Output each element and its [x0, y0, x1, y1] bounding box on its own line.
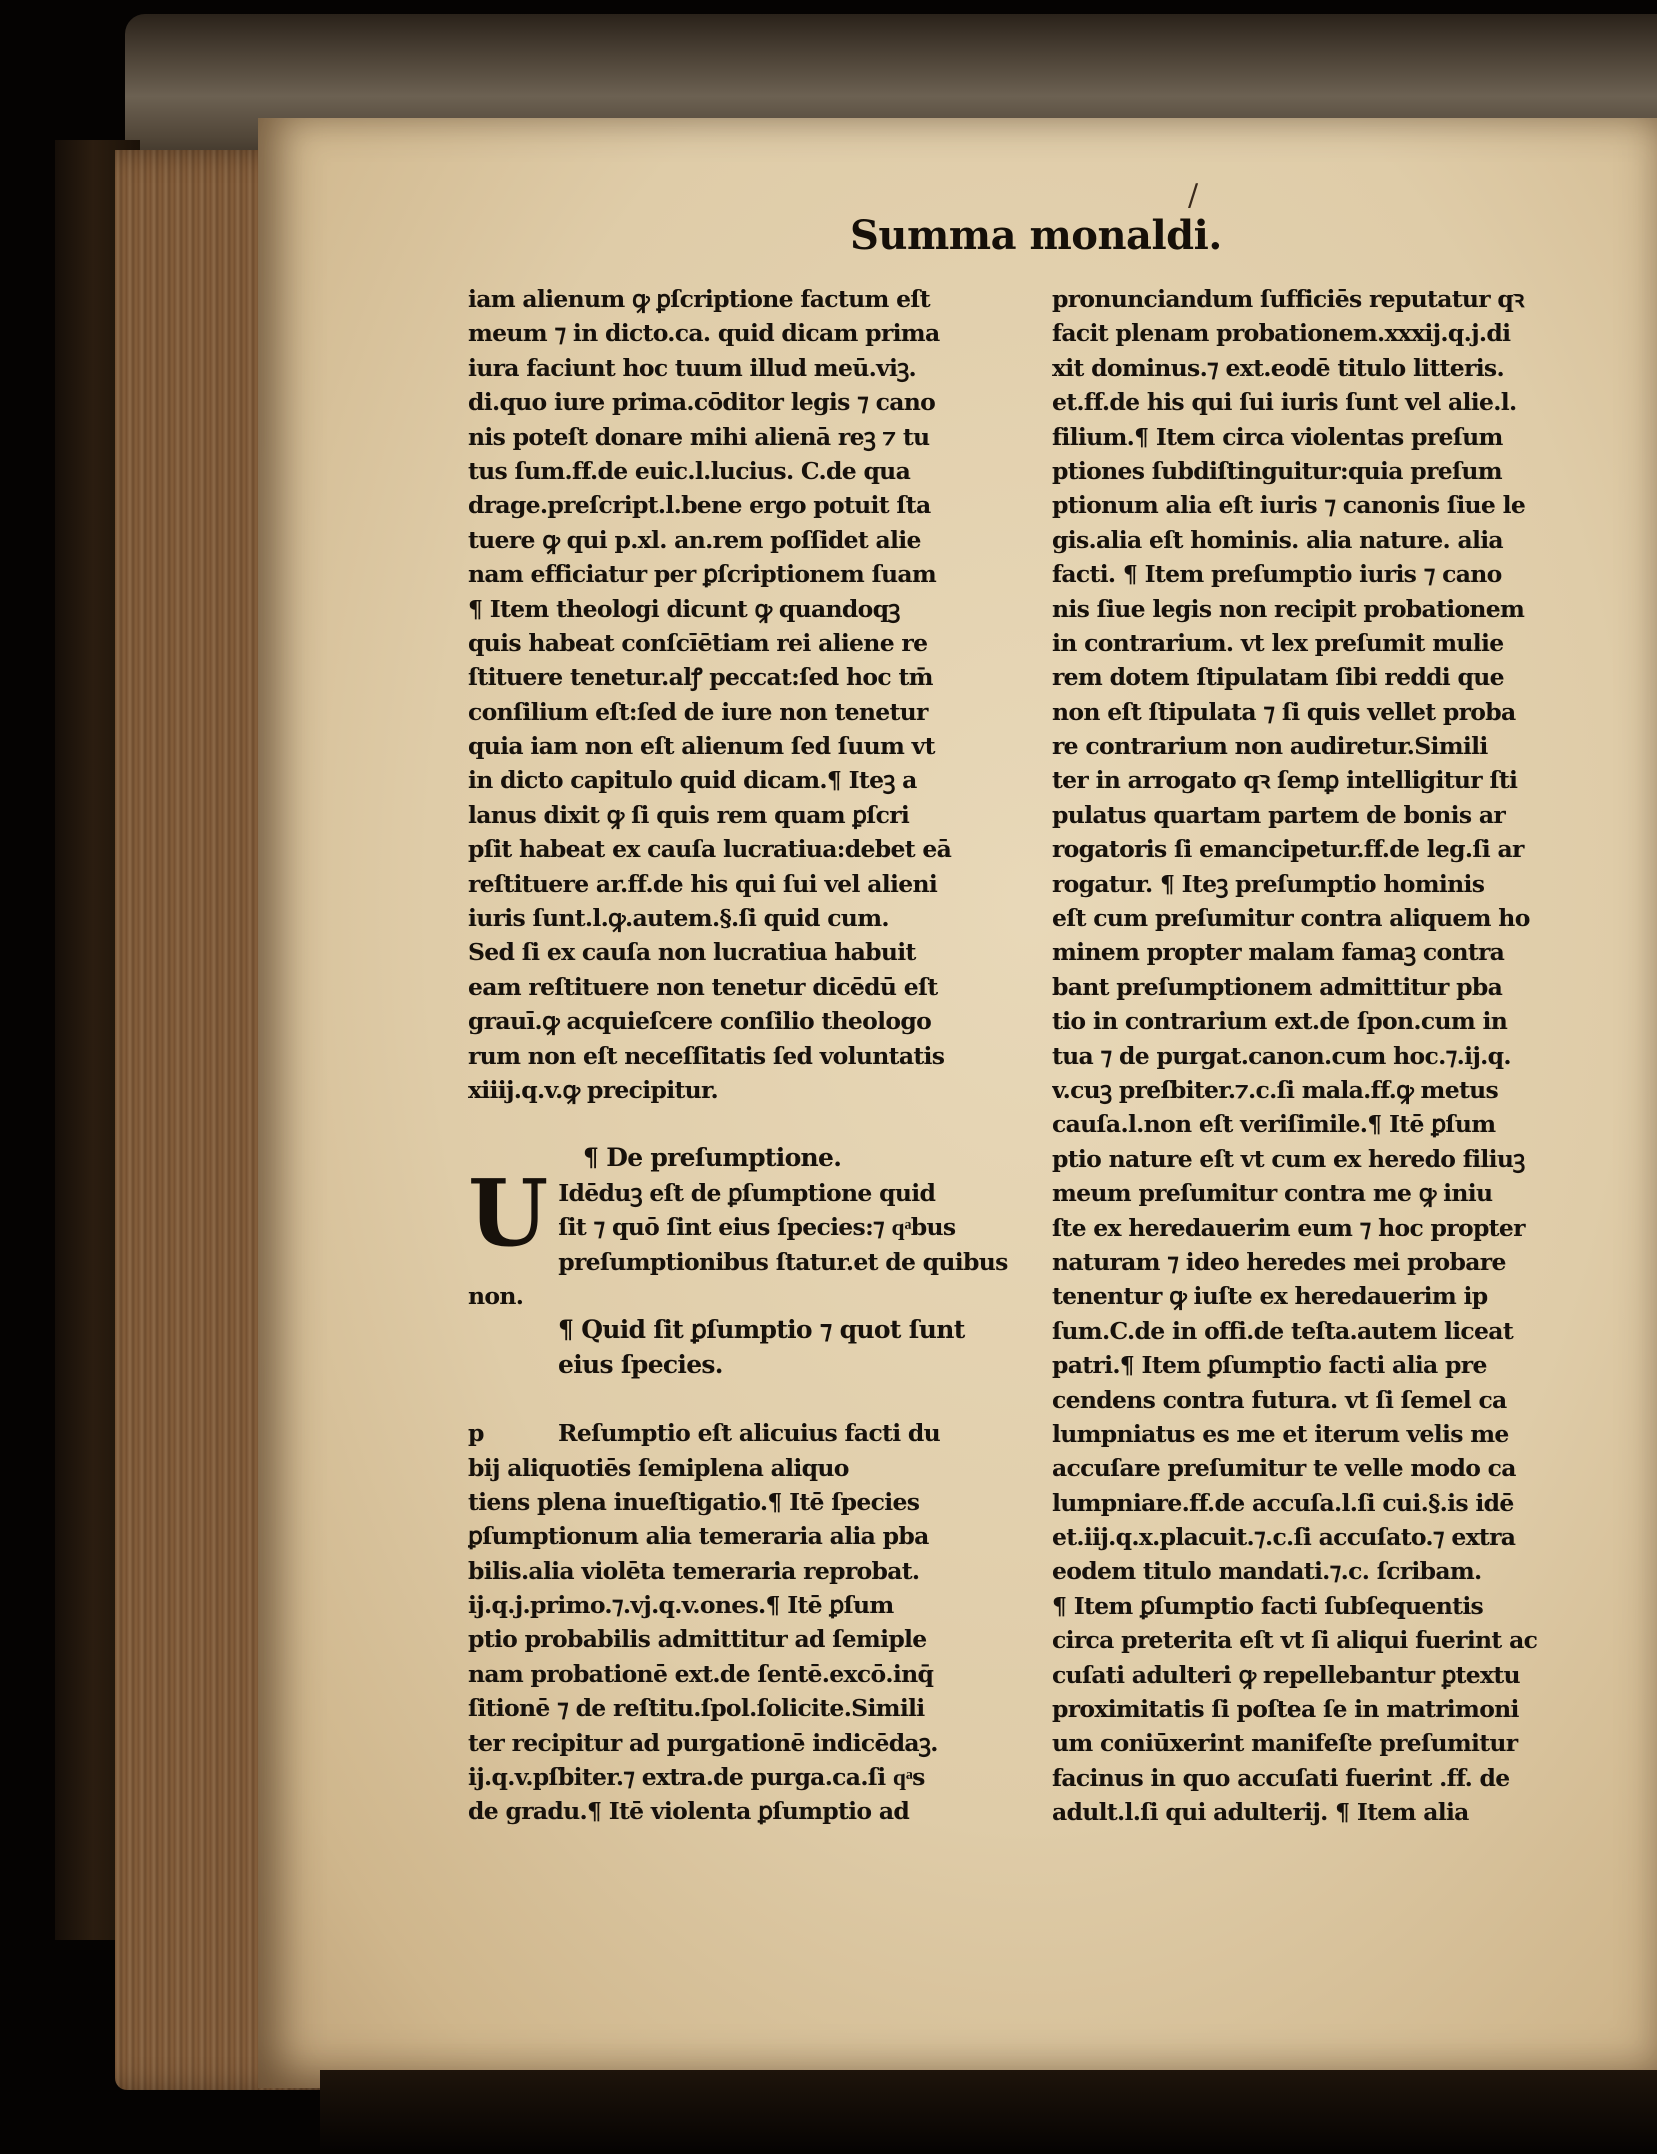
- text-line: adult.l.ſi qui adulterij. ¶ Item alia: [1052, 1798, 1469, 1827]
- text-line: ſtituere tenetur.alꝭ peccat:ſed hoc tm̄: [468, 663, 933, 692]
- text-line: facit plenam probationem.xxxij.q.j.di: [1052, 319, 1511, 348]
- text-line: ꝑſumptionum alia temeraria alia pba: [468, 1522, 929, 1551]
- text-line: iuris ſunt.l.ꝙ.autem.§.ſi quid cum.: [468, 904, 889, 933]
- text-line: patri.¶ Item ꝑſumptio facti alia pre: [1052, 1351, 1487, 1380]
- text-line: quis habeat conſcīētiam rei aliene re: [468, 628, 928, 657]
- text-line: xit dominus.⁊ ext.eodē titulo litteris.: [1052, 353, 1504, 382]
- text-line: nam probationē ext.de ſentē.excō.inq̄: [468, 1659, 934, 1688]
- text-line: de gradu.¶ Itē violenta ꝑſumptio ad: [468, 1797, 910, 1826]
- text-line: et.iij.q.x.placuit.⁊.c.ſi accuſato.⁊ extra: [1052, 1523, 1516, 1552]
- text-line: rogatoris ſi emancipetur.ff.de leg.ſi ar: [1052, 835, 1524, 864]
- text-line: filium.¶ Item circa violentas preſum: [1052, 422, 1503, 451]
- text-line: lumpniatus es me et iterum velis me: [1052, 1419, 1509, 1448]
- text-line: conſilium eſt:ſed de iure non tenetur: [468, 697, 928, 726]
- text-line: drage.preſcript.l.bene ergo potuit ſta: [468, 491, 931, 520]
- rubric-2-text: [468, 1451, 1038, 1829]
- text-line: ptiones ſubdiſtinguitur:quia preſum: [1052, 456, 1502, 485]
- rubric-quid-sit-presumptio: [468, 1313, 1038, 1382]
- text-line: tiens plena inueſtigatio.¶ Itē ſpecies: [468, 1487, 920, 1516]
- text-line: ij.q.v.pſbiter.⁊ extra.de purga.ca.ſi qͣs: [468, 1763, 925, 1792]
- text-line: xiiij.q.v.ꝙ precipitur.: [468, 1075, 718, 1104]
- text-line: ter recipitur ad purgationē indicēdaꝫ.: [468, 1728, 938, 1757]
- text-line: rogatur. ¶ Iteꝫ preſumptio hominis: [1052, 869, 1485, 898]
- rubric-de-presumptione: ¶ De preſumptione.: [583, 1143, 842, 1173]
- text-line: re contrarium non audiretur.Simili: [1052, 732, 1488, 761]
- left-column: [468, 282, 1038, 1829]
- text-line: circa preterita eſt vt ſi aliqui fuerint ac: [1052, 1626, 1538, 1655]
- text-line: ¶ Quid ſit ꝑſumptio ⁊ quot ſunt: [558, 1315, 965, 1345]
- text-line: bij aliquotiēs ſemiplena aliquo: [468, 1453, 849, 1482]
- text-line: lanus dixit ꝙ ſi quis rem quam ꝑſcri: [468, 800, 910, 829]
- text-line: meum ⁊ in dicto.ca. quid dicam prima: [468, 319, 940, 348]
- text-line: ¶ Item ꝑſumptio facti ſubſequentis: [1052, 1591, 1484, 1620]
- text-line: ter in arrogato qꝛ ſemꝑ intelligitur ſti: [1052, 766, 1518, 795]
- text-line: Sed ſi ex cauſa non lucratiua habuit: [468, 938, 916, 967]
- text-line: ptio probabilis admittitur ad ſemiple: [468, 1625, 927, 1654]
- text-line: naturam ⁊ ideo heredes mei probare: [1052, 1247, 1506, 1276]
- text-line: facinus in quo accuſati fuerint .ff. de: [1052, 1763, 1510, 1792]
- text-line: pulatus quartam partem de bonis ar: [1052, 800, 1506, 829]
- rubric-1-text-a: [468, 1176, 1038, 1245]
- text-line: ptio nature eſt vt cum ex heredo filiuꝫ: [1052, 1144, 1525, 1173]
- right-column-text: [1052, 282, 1612, 1830]
- text-line: eſt cum preſumitur contra aliquem ho: [1052, 904, 1530, 933]
- bottom-shadow: [320, 2070, 1657, 2154]
- text-line: nam efficiatur per ꝑſcriptionem ſuam: [468, 560, 937, 589]
- text-line: Idēduꝫ eſt de ꝑſumptione quid: [558, 1178, 936, 1207]
- text-line: grauī.ꝙ acquieſcere conſilio theologo: [468, 1007, 932, 1036]
- text-line: quia iam non eſt alienum ſed ſuum vt: [468, 732, 935, 761]
- text-line: gis.alia eſt hominis. alia nature. alia: [1052, 525, 1503, 554]
- text-line: tio in contrarium ext.de ſpon.cum in: [1052, 1007, 1508, 1036]
- text-line: preſumptionibus ſtatur.et de quibus: [558, 1247, 1008, 1276]
- text-line: accuſare preſumitur te velle modo ca: [1052, 1454, 1516, 1483]
- running-header: Summa monaldi.: [850, 212, 1222, 259]
- text-line: ¶ Item theologi dicunt ꝙ quandoqꝫ: [468, 594, 900, 623]
- guide-letter: p: [468, 1419, 484, 1448]
- guide-line: [468, 1416, 1038, 1450]
- rubric-1-text-b: [468, 1245, 1038, 1314]
- text-line: cendens contra futura. vt ſi ſemel ca: [1052, 1385, 1507, 1414]
- text-line: non.: [468, 1281, 524, 1310]
- text-line: ptionum alia eſt iuris ⁊ canonis ſiue le: [1052, 491, 1526, 520]
- text-line: ij.q.j.primo.⁊.vj.q.v.ones.¶ Itē ꝑſum: [468, 1591, 894, 1620]
- text-line: lumpniare.ff.de accuſa.l.ſi cui.§.is idē: [1052, 1488, 1514, 1517]
- text-line: reſtituere ar.ff.de his qui ſui vel alieni: [468, 869, 938, 898]
- text-line: et.ff.de his qui ſui iuris ſunt vel alie.l.: [1052, 388, 1517, 417]
- right-column: [1052, 282, 1612, 1830]
- text-line: pronunciandum ſufficiēs reputatur qꝛ: [1052, 285, 1524, 313]
- text-line: in dicto capitulo quid dicam.¶ Iteꝫ a: [468, 766, 917, 795]
- text-line: ſte ex heredauerim eum ⁊ hoc propter: [1052, 1213, 1525, 1242]
- section-first-line: Reſumptio eſt alicuius facti du: [558, 1419, 941, 1448]
- text-line: tuere ꝙ qui p.xl. an.rem poſſidet alie: [468, 525, 921, 554]
- text-line: ſitionē ⁊ de reſtitu.ſpol.ſolicite.Simili: [468, 1694, 925, 1723]
- text-line: iura faciunt hoc tuum illud meū.viꝫ.: [468, 353, 917, 382]
- folio-mark: /: [1188, 178, 1199, 213]
- text-line: tenentur ꝙ iuſte ex heredauerim ip: [1052, 1282, 1488, 1311]
- text-line: tus ſum.ff.de euic.l.lucius. C.de qua: [468, 456, 911, 485]
- text-line: in contrarium. vt lex preſumit mulie: [1052, 628, 1504, 657]
- text-line: nis poteſt donare mihi alienā reꝫ ⁊ tu: [468, 422, 930, 451]
- text-line: facti. ¶ Item preſumptio iuris ⁊ cano: [1052, 560, 1502, 589]
- text-line: proximitatis ſi poſtea ſe in matrimoni: [1052, 1695, 1519, 1724]
- text-line: v.cuꝫ preſbiter.⁊.c.ſi mala.ff.ꝙ metus: [1052, 1075, 1499, 1104]
- text-line: rem dotem ſtipulatam ſibi reddi que: [1052, 663, 1504, 692]
- text-line: tua ⁊ de purgat.canon.cum hoc.⁊.ij.q.: [1052, 1041, 1511, 1070]
- text-line: bilis.alia violēta temeraria reprobat.: [468, 1556, 920, 1585]
- text-line: eodem titulo mandati.⁊.c. ſcribam.: [1052, 1557, 1482, 1586]
- text-line: nis ſiue legis non recipit probationem: [1052, 594, 1525, 623]
- text-line: ſum.C.de in offi.de teſta.autem liceat: [1052, 1316, 1513, 1345]
- left-column-text: [468, 282, 1038, 1107]
- text-line: cuſati adulteri ꝙ repellebantur ꝑtextu: [1052, 1660, 1520, 1689]
- text-line: ſit ⁊ quō ſint eius ſpecies:⁊ qͣbus: [558, 1213, 956, 1242]
- text-line: um coniūxerint manifeſte preſumitur: [1052, 1729, 1518, 1758]
- text-line: eius ſpecies.: [558, 1349, 723, 1379]
- text-line: cauſa.l.non eſt veriſimile.¶ Itē ꝑſum: [1052, 1110, 1496, 1139]
- text-line: pſit habeat ex cauſa lucratiua:debet eā: [468, 835, 952, 864]
- text-line: rum non eſt neceſſitatis ſed voluntatis: [468, 1041, 945, 1070]
- text-line: di.quo iure prima.cōditor legis ⁊ cano: [468, 388, 936, 417]
- text-line: bant preſumptionem admittitur pba: [1052, 972, 1503, 1001]
- text-line: iam alienum ꝙ ꝑſcriptione factum eſt: [468, 285, 930, 313]
- text-line: non eſt ſtipulata ⁊ ſi quis vellet proba: [1052, 697, 1516, 726]
- text-line: eam reſtituere non tenetur dicēdū eſt: [468, 972, 938, 1001]
- text-line: minem propter malam famaꝫ contra: [1052, 938, 1505, 967]
- text-line: meum preſumitur contra me ꝙ iniu: [1052, 1179, 1493, 1208]
- initial-letter: U: [468, 1158, 549, 1267]
